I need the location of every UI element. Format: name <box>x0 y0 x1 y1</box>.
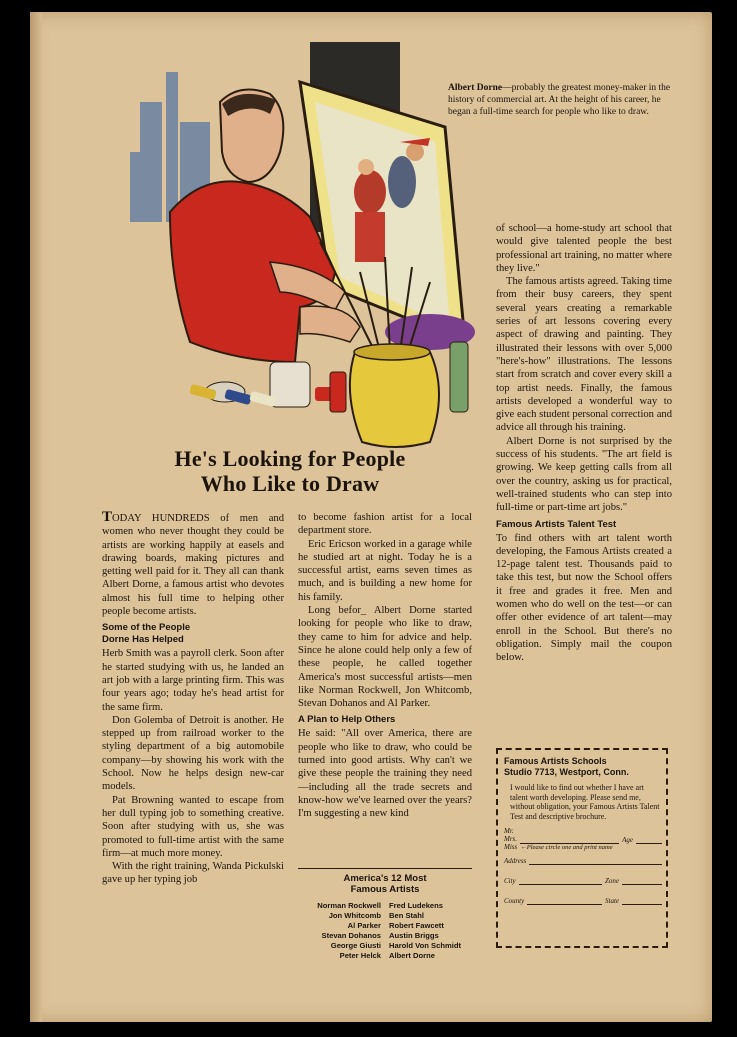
subhead-line-1: Some of the People <box>102 622 191 634</box>
artist-name: Robert Fawcett <box>389 921 444 930</box>
zone-label: Zone <box>605 877 619 885</box>
artist-name: George Giusti <box>330 941 381 950</box>
state-label: State <box>605 897 619 905</box>
title-mrs: Mrs. <box>504 835 518 843</box>
column-2-paragraph-2: Eric Ericson worked in a garage while he studied art at night. Today he is a successful artist, earns seven times as much, and is building a new home for his family. <box>298 538 472 603</box>
mail-coupon[interactable] <box>496 748 668 948</box>
famous-title-line-2: Famous Artists <box>350 884 420 895</box>
column-2-paragraph-3: Long befor_ Albert Dorne started looking for people who like to draw, they came to him for advice and help. Since he alone could help only a few of these people, he called together America's most successful artists—men like Norman Rockwell, Jon Whitcomb, Stevan Dohanos and Al Parker. <box>298 605 472 710</box>
artist-name: Ben Stahl <box>389 911 425 920</box>
artist-name: Albert Dorne <box>389 951 435 960</box>
column-1-paragraph-4: Pat Browning wanted to escape from her dull typing job to something creative. Soon after studying with us, she was promoted to full-time artist with the same firm—at much more money. <box>102 794 284 859</box>
coupon-school-name: Famous Artists Schools <box>504 756 607 766</box>
article-column-2 <box>298 511 472 821</box>
subhead-plan: A Plan to Help Others <box>298 714 396 726</box>
famous-artists-box <box>298 868 472 961</box>
column-3-paragraph-2: The famous artists agreed. Taking time from their busy careers, they spent several years creating a remarkable series of art lessons covering every aspect of drawing and painting. They illustrated their lessons with over 5,000 "here's-how" illustrations. The lessons start from scratch and cover every skill a top artist needs. Finally, the famous artists developed a wonderful way to give each student personal correction and advice all through his training. <box>496 276 672 434</box>
caption-text: —probably the greatest money-maker in the history of commercial art. At the height of his career, he began a full-time search for people who like to draw. <box>448 83 671 117</box>
artist-name: Norman Rockwell <box>317 901 381 910</box>
coupon-address-field[interactable] <box>504 855 662 865</box>
famous-artists-title <box>298 868 472 895</box>
address-label: Address <box>504 857 527 865</box>
column-1-paragraph-5: With the right training, Wanda Pickulski gave up her typing job <box>102 861 284 886</box>
arrow-icon: ← <box>520 844 527 851</box>
column-1-intro <box>102 511 284 618</box>
artist-name: Fred Ludekens <box>389 901 444 910</box>
circle-instruction: Please circle one and print name <box>526 844 613 851</box>
article-column-3 <box>496 222 672 665</box>
column-2-paragraph-1: to become fashion artist for a local department store. <box>298 512 472 537</box>
title-miss: Miss <box>504 843 518 851</box>
headline <box>100 446 480 496</box>
comic-back-page <box>30 12 712 1022</box>
artist-illustration <box>130 42 490 452</box>
county-label: County <box>504 897 525 905</box>
age-label: Age <box>622 836 633 844</box>
title-mr: Mr. <box>504 827 514 835</box>
artist-names <box>298 901 472 961</box>
famous-title-line-1: America's 12 Most <box>343 873 427 884</box>
coupon-name-field[interactable] <box>504 827 662 851</box>
column-3-paragraph-4: To find others with art talent worth developing, the Famous Artists created a 12-page talent test. Thousands paid to take this test, but now the School offers it free and grades it free. Men and women who do well on the test—or can offer other evidence of art talent—may enroll in the School. But there's no obligation. Simply mail the coupon below. <box>496 532 672 664</box>
column-1-paragraph-1: of men and women who never thought they could be artists are working happily at easels and drawing boards, making pictures and getting well paid for it. They all can thank Albert Dorne, a famous artist who devotes almost his full time to helping other people become artists. <box>102 513 284 618</box>
illustration-caption <box>448 82 684 118</box>
artist-name: Jon Whitcomb <box>328 911 381 920</box>
subhead-talent-test: Famous Artists Talent Test <box>496 518 617 530</box>
coupon-city-field[interactable] <box>504 875 662 885</box>
column-2-paragraph-4: He said: "All over America, there are people who like to draw, who could be turned into good artists. Why can't we give these people the training they need—including all the trade secrets and know-how we've learned over the years? I'm suggesting a new kind <box>298 728 472 820</box>
city-label: City <box>504 877 516 885</box>
artist-name: Peter Helck <box>339 951 381 960</box>
article-column-1 <box>102 511 284 887</box>
artist-name: Harold Von Schmidt <box>389 941 462 950</box>
drop-cap: T <box>102 509 113 525</box>
coupon-address: Studio 7713, Westport, Conn. <box>504 767 629 777</box>
column-3-paragraph-1: of school—a home-study art school that would give talented people the best professional art training, no matter where they live." <box>496 223 672 274</box>
caption-name: Albert Dorne <box>448 83 503 93</box>
headline-line-1: He's Looking for People <box>174 446 406 471</box>
artist-name: Austin Briggs <box>389 931 439 940</box>
lead-caps: ODAY HUNDREDS <box>112 513 210 524</box>
coupon-body: I would like to find out whether I have art talent worth developing. Please send me, without obligation, your Famous Artists Talent Test and descriptive brochure. <box>510 783 660 821</box>
column-1-paragraph-2: Herb Smith was a payroll clerk. Soon after he started studying with us, he landed an art job with a large printing firm. This was four years ago; today he's head artist for the same firm. <box>102 648 284 713</box>
column-1-paragraph-3: Don Golemba of Detroit is another. He stepped up from railroad worker to the styling department of a big automobile company—by showing his work with the School. Now he helps design new-car models. <box>102 714 284 793</box>
artist-name: Al Parker <box>347 921 381 930</box>
subhead-line-2: Dorne Has Helped <box>102 634 184 646</box>
column-3-paragraph-3: Albert Dorne is not surprised by the success of his students. "The art field is growing. We keep getting calls from all over the country, asking us for practical, well-trained students who can step into full-time or part-time art jobs." <box>496 435 672 514</box>
coupon-county-field[interactable] <box>504 895 662 905</box>
artist-name: Stevan Dohanos <box>321 931 381 940</box>
subhead-people-helped <box>102 622 284 646</box>
headline-line-2: Who Like to Draw <box>200 471 380 496</box>
